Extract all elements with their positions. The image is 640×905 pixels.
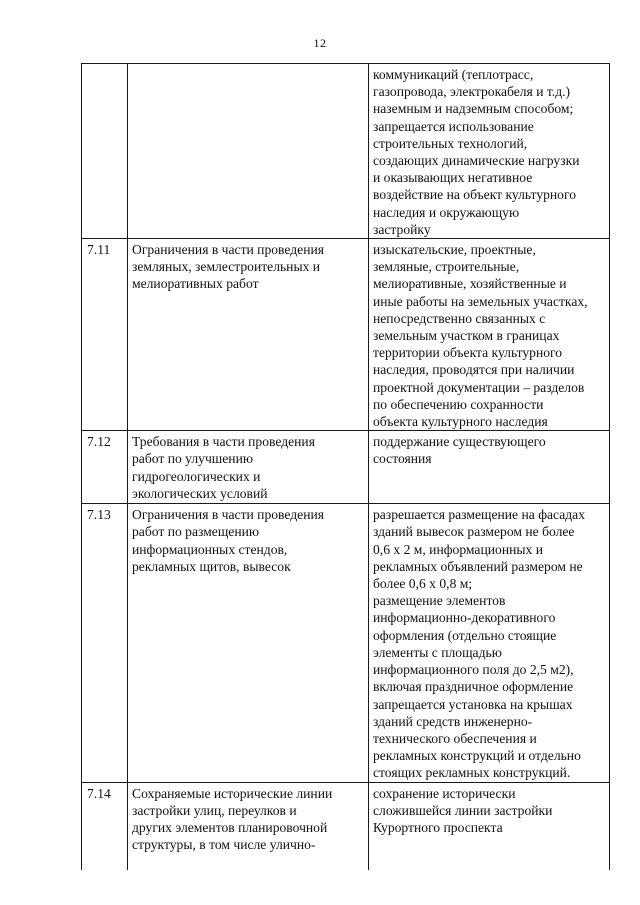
row-number-cell: 7.13 (82, 504, 128, 782)
table-row (82, 64, 610, 239)
table-row (82, 782, 610, 881)
row-title-cell: Ограничения в части проведения земляных, землестроительных и мелиоративных работ (128, 239, 369, 431)
row-text-cell: разрешается размещение на фасадах зданий вывесок размером не более 0,6 х 2 м, информационных и рекламных объявлений размером не более 0,6 х 0,8 м; размещение элементов информационно-декоративного оформления (отдельно стоящие элементы с площадью информационного поля до 2,5 м2), включая праздничное оформление запрещается установка на крышах зданий средств инженерно- технического обеспечения и рекламных конструкций и отдельно стоящих рекламных конструкций. (369, 504, 610, 782)
page-number: 12 (313, 36, 327, 50)
table-row (82, 504, 610, 782)
row-text-cell: изыскательские, проектные, земляные, строительные, мелиоративные, хозяйственные и иные работы на земельных участках, непосредственно связанных с земельным участком в границах территории объекта культурного наследия, проводятся при наличии проектной документации – разделов по обеспечению сохранности объекта культурного наследия (369, 239, 610, 431)
table-row (82, 239, 610, 431)
restrictions-table (81, 63, 610, 882)
row-number-cell (82, 64, 128, 239)
row-title-cell: Ограничения в части проведения работ по размещению информационных стендов, рекламных щитов, вывесок (128, 504, 369, 782)
row-number-cell: 7.11 (82, 239, 128, 431)
row-text-cell: сохранение исторически сложившейся линии застройки Курортного проспекта (369, 782, 610, 881)
table-row (82, 431, 610, 504)
page-bottom-margin (0, 870, 640, 905)
row-number-cell: 7.14 (82, 782, 128, 881)
row-title-cell: Сохраняемые исторические линии застройки улиц, переулков и других элементов планировочной структуры, в том числе улично- (128, 782, 369, 881)
row-title-cell (128, 64, 369, 239)
row-text-cell: коммуникаций (теплотрасс, газопровода, электрокабеля и т.д.) наземным и надземным способом; запрещается использование строительных технологий, создающих динамические нагрузки и оказывающих негативное воздействие на объект культурного наследия и окружающую застройку (369, 64, 610, 239)
row-number-cell: 7.12 (82, 431, 128, 504)
row-title-cell: Требования в части проведения работ по улучшению гидрогеологических и экологических условий (128, 431, 369, 504)
row-text-cell: поддержание существующего состояния (369, 431, 610, 504)
